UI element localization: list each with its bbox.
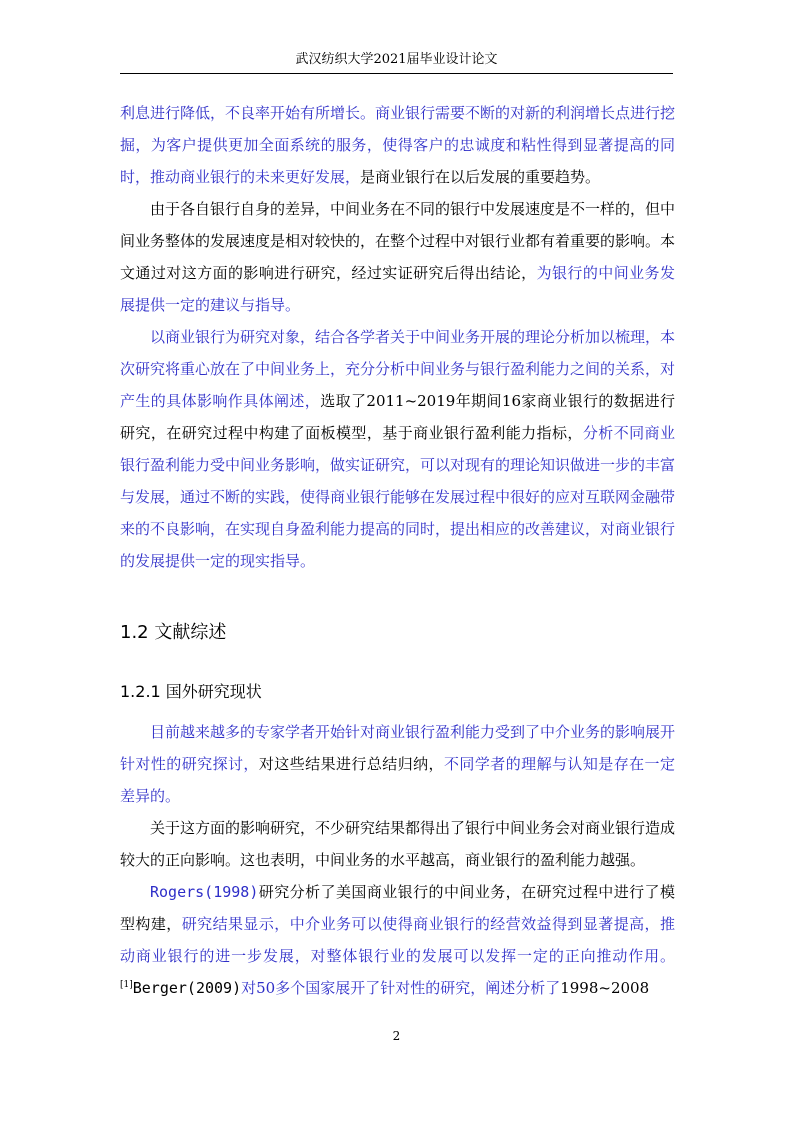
text-run: 对这些结果进行总结归纳，	[258, 755, 444, 773]
section-1-2-1-body	[120, 716, 675, 1004]
text-run: 是商业银行在以后发展的重要趋势。	[360, 168, 601, 186]
paragraph	[120, 97, 675, 193]
text-run: 以商业银行为研究对象，结合各学者关于中间业务开展的理论分析加以梳理，本次研究将重心放在了中间业务上，充分分析中间业务与银行盈利能力之间的关系，对产生的具体影响作具体阐述，	[120, 328, 676, 410]
paragraph	[120, 876, 675, 1004]
paragraph	[120, 716, 675, 812]
section-heading: 1.2 文献综述	[120, 622, 227, 643]
reference-marker: [1]	[120, 980, 133, 990]
subsection-heading: 1.2.1 国外研究现状	[120, 682, 262, 701]
citation-author: Rogers(1998)	[150, 883, 259, 901]
text-run: 利息进行降低，不良率开始有所增长。商业银行需要不断的对新的利润增长点进行挖掘，为客户提供更加全面系统的服务，使得客户的忠诚度和粘性得到显著提高的同时，推动商业银行的未来更好发展，	[120, 104, 676, 186]
text-run: 分析不同商业银行盈利能力受中间业务影响，做实证研究，可以对现有的理论知识做进一步的丰富与发展，通过不断的实践，使得商业银行能够在发展过程中很好的应对互联网金融带来的不良影响，在实现自身盈利能力提高的同时，提出相应的改善建议，对商业银行的发展提供一定的现实指导。	[120, 424, 676, 570]
text-run: 不同学者的理解与认知是存在一定差异的。	[120, 755, 675, 805]
text-run: 关于这方面的影响研究，不少研究结果都得出了银行中间业务会对商业银行造成较大的正向影响。这也表明，中间业务的水平越高，商业银行的盈利能力越强。	[120, 819, 676, 869]
text-run: 选取了2011~2019年期间16家商业银行的数据进行研究，在研究过程中构建了面板模型，基于商业银行盈利能力指标，	[120, 392, 675, 442]
text-run: 对50多个国家展开了针对性的研究，阐述分析了	[241, 979, 561, 997]
paragraph	[120, 321, 675, 577]
text-run: 研究结果显示，中介业务可以使得商业银行的经营效益得到显著提高，推动商业银行的进一步发展，对整体银行业的发展可以发挥一定的正向推动作用。	[120, 915, 675, 965]
paragraph	[120, 193, 675, 321]
text-run: 由于各自银行自身的差异，中间业务在不同的银行中发展速度是不一样的，但中间业务整体的发展速度是相对较快的，在整个过程中对银行业都有着重要的影响。本文通过对这方面的影响进行研究，经过实证研究后得出结论，	[120, 200, 676, 282]
paragraph	[120, 812, 675, 876]
citation-author: Berger(2009)	[132, 979, 242, 997]
text-run: 为银行的中间业务发展提供一定的建议与指导。	[120, 264, 675, 314]
header-rule	[120, 73, 673, 74]
section-1-1-body	[120, 97, 675, 577]
text-run: 目前越来越多的专家学者开始针对商业银行盈利能力受到了中介业务的影响展开针对性的研究探讨，	[120, 723, 676, 773]
running-header: 武汉纺织大学2021届毕业设计论文	[295, 52, 498, 67]
page-number: 2	[392, 1029, 401, 1043]
text-run: 1998~2008	[560, 979, 650, 997]
text-run: 研究分析了美国商业银行的中间业务，在研究过程中进行了模型构建，	[120, 883, 675, 933]
